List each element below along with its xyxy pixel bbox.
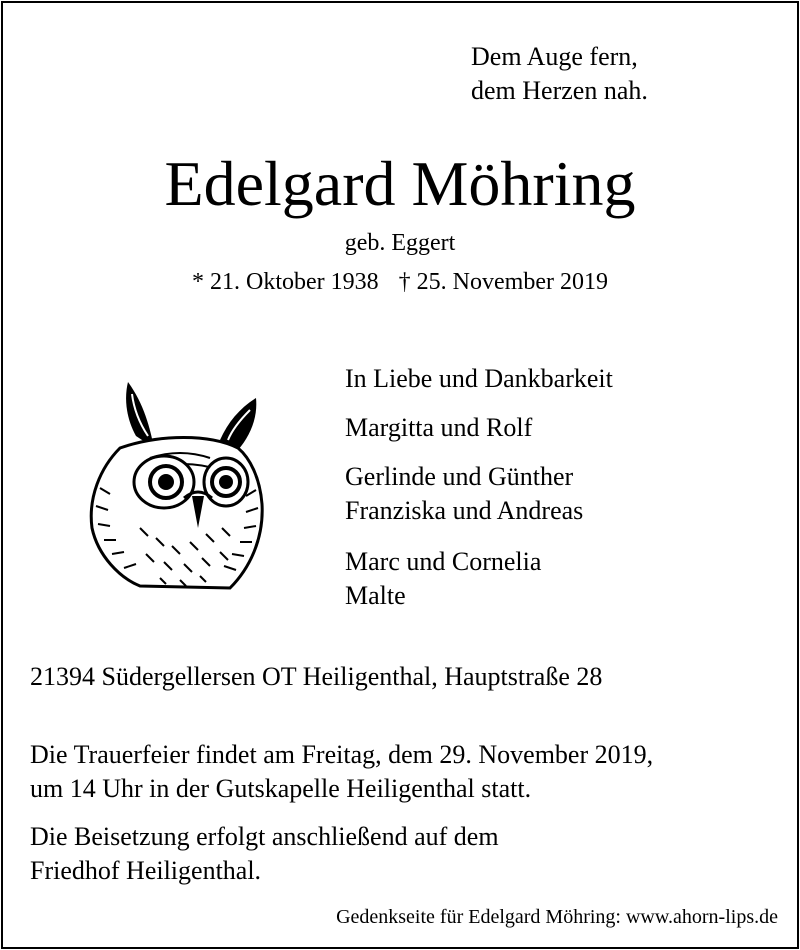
maiden-name: geb. Eggert — [344, 230, 456, 256]
family-member: Marc und Cornelia — [345, 547, 542, 576]
family-member: Gerlinde und Günther — [345, 462, 574, 491]
memorial-page-link[interactable]: Gedenkseite für Edelgard Möhring: www.ahorn-lips.de — [336, 906, 778, 928]
service-line: Die Trauerfeier findet am Freitag, dem 29. November 2019, — [30, 740, 654, 769]
burial-line: Friedhof Heiligenthal. — [30, 856, 262, 885]
life-dates — [0, 270, 800, 294]
death-date: † 25. November 2019 — [398, 269, 608, 295]
motto-line: Dem Auge fern, — [471, 42, 638, 71]
birth-date: * 21. Oktober 1938 — [192, 269, 379, 295]
family-member: Franziska und Andreas — [345, 496, 584, 525]
service-line: um 14 Uhr in der Gutskapelle Heiligenthal statt. — [30, 774, 532, 803]
family-group — [345, 460, 583, 528]
family-intro: In Liebe und Dankbarkeit — [345, 364, 613, 393]
family-member: Malte — [345, 581, 406, 610]
service-notice — [30, 738, 653, 806]
family-group — [345, 545, 541, 613]
burial-line: Die Beisetzung erfolgt anschließend auf dem — [30, 822, 499, 851]
motto-line: dem Herzen nah. — [471, 76, 648, 105]
family-group — [345, 411, 532, 445]
owl-icon — [80, 378, 270, 590]
address: 21394 Südergellersen OT Heiligenthal, Hauptstraße 28 — [30, 662, 603, 691]
deceased-name: Edelgard Möhring — [164, 148, 636, 219]
family-member: Margitta und Rolf — [345, 413, 533, 442]
motto — [471, 40, 678, 108]
burial-notice — [30, 820, 499, 888]
